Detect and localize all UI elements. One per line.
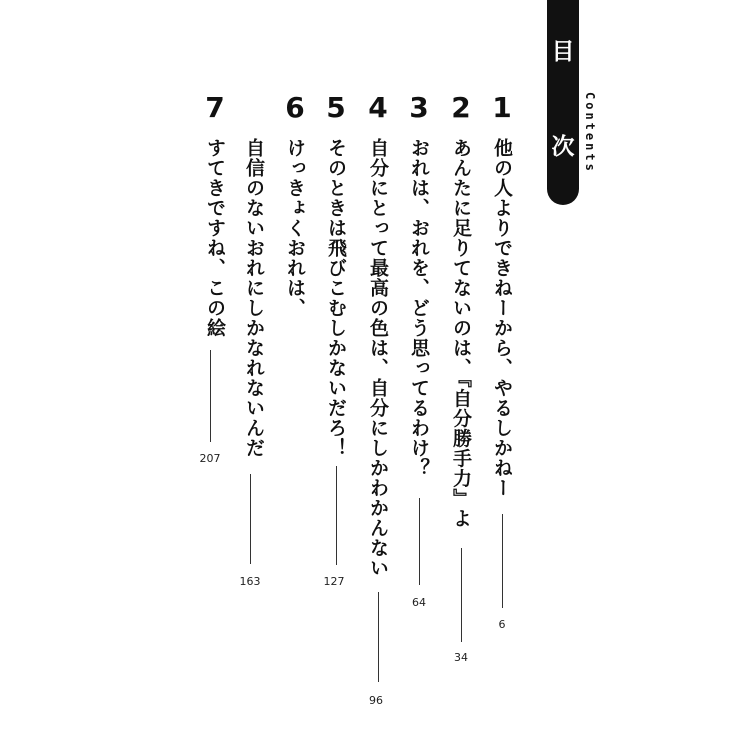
chapter-4-leader-line (378, 592, 379, 682)
chapter-number: 1 (492, 91, 512, 124)
chapter-5-page-number: 127 (323, 575, 345, 588)
chapter-number: 4 (368, 91, 388, 124)
toc-title-char-1: 目 (551, 39, 575, 65)
chapter-3-leader-line (419, 498, 420, 585)
chapter-5-leader-line (336, 466, 337, 565)
chapter-1-leader-line (502, 514, 503, 608)
chapter-title: すてきですね、この絵 (204, 138, 226, 338)
chapter-1-page-number: 6 (498, 618, 506, 631)
chapter-6-leader-line (250, 474, 251, 564)
chapter-number: 7 (205, 91, 225, 124)
chapter-number: 6 (285, 91, 305, 124)
chapter-title: そのときは飛びこむしかないだろ！ (325, 138, 347, 458)
chapter-title: あんたに足りてないのは、『自分勝手力』よ (450, 138, 472, 529)
chapter-2-leader-line (461, 548, 462, 642)
chapter-title: おれは、おれを、どう思ってるわけ？ (408, 138, 430, 478)
chapter-number: 3 (409, 91, 429, 124)
chapter-title: 自分にとって最高の色は、自分にしかわかんない (367, 138, 389, 578)
chapter-6-page-number: 163 (239, 575, 261, 588)
chapter-2-page-number: 34 (454, 651, 468, 664)
contents-label: Contents (583, 92, 597, 174)
chapter-3-page-number: 64 (412, 596, 426, 609)
chapter-title-line-1: けっきょくおれは、 (284, 138, 306, 318)
chapter-7-page-number: 207 (199, 452, 221, 465)
chapter-number: 2 (451, 91, 471, 124)
chapter-4-page-number: 96 (369, 694, 383, 707)
chapter-7-leader-line (210, 350, 211, 442)
toc-title-char-2: 次 (551, 134, 575, 160)
chapter-title-line-2: 自信のないおれにしかなれないんだ (243, 138, 265, 458)
chapter-title: 他の人よりできねーから、やるしかねー (491, 138, 513, 498)
chapter-number: 5 (326, 91, 346, 124)
